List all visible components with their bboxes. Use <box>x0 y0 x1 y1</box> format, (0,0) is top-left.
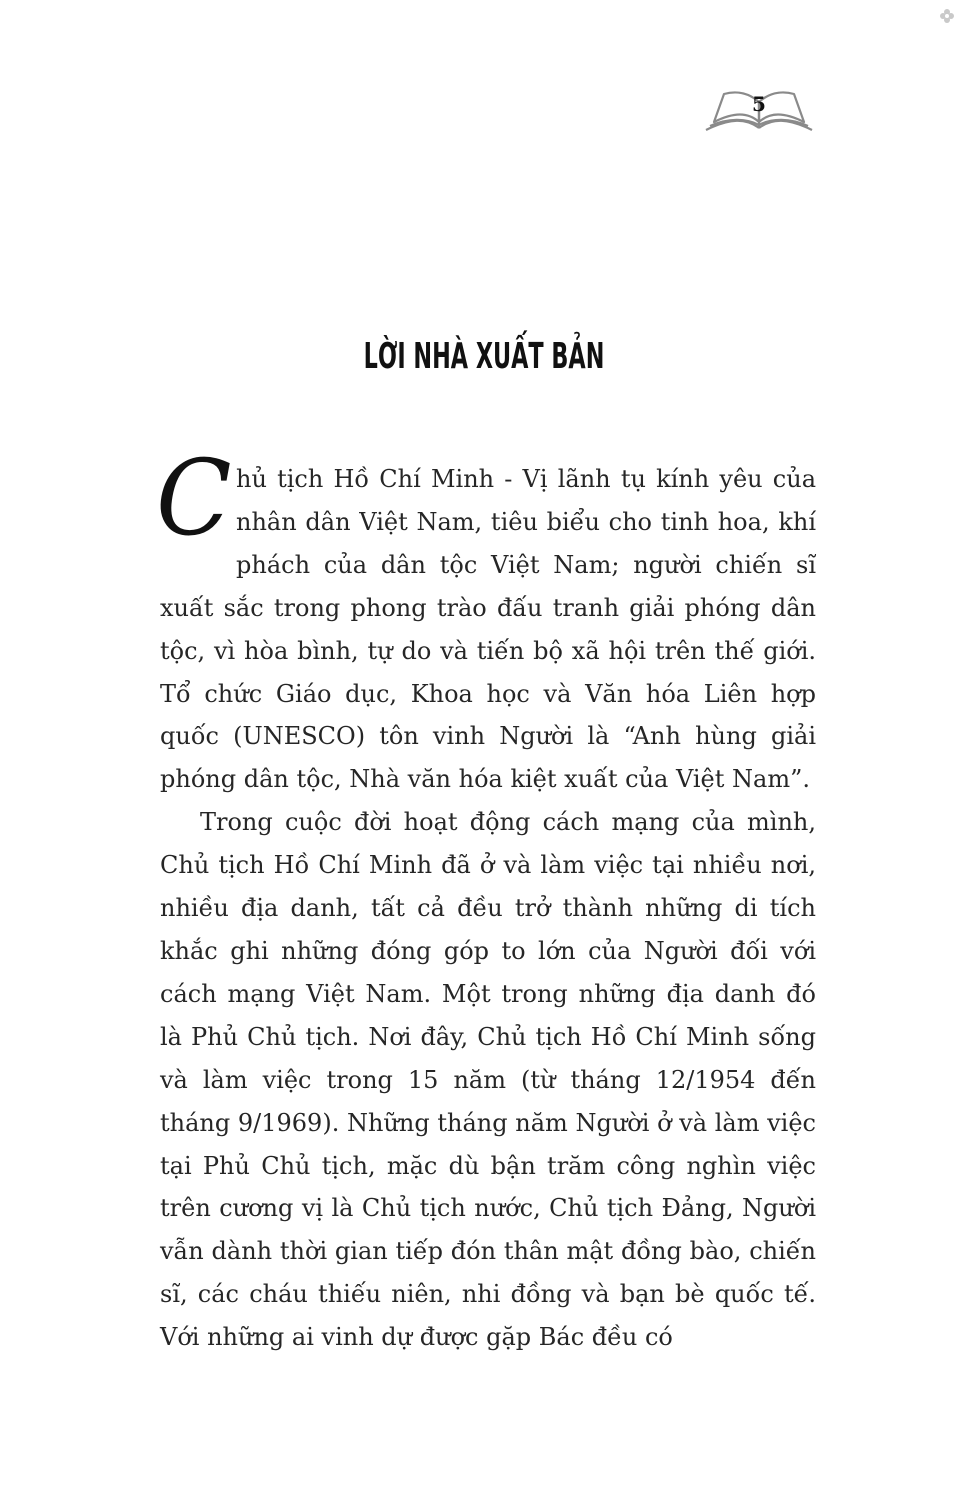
drop-cap-letter: C <box>155 437 232 559</box>
body-text <box>155 437 816 1359</box>
page-number: 5 <box>752 92 766 116</box>
paragraph-2: Trong cuộc đời hoạt động cách mạng của mình, Chủ tịch Hồ Chí Minh đã ở và làm việc tại nhiều nơi, nhiều địa danh, tất cả đều trở thành những di tích khắc ghi những đóng góp to lớn của Người đối với cách mạng Việt Nam. Một trong những địa danh đó là Phủ Chủ tịch. Nơi đây, Chủ tịch Hồ Chí Minh sống và làm việc trong 15 năm (từ tháng 12/1954 đến tháng 9/1969). Những tháng năm Người ở và làm việc tại Phủ Chủ tịch, mặc dù bận trăm công nghìn việc trên cương vị là Chủ tịch nước, Chủ tịch Đảng, Người vẫn dành thời gian tiếp đón thân mật đồng bào, chiến sĩ, các cháu thiếu niên, nhi đồng và bạn bè quốc tế. Với những ai vinh dự được gặp Bác đều có <box>160 808 816 1352</box>
page-title: LỜI NHÀ XUẤT BẢN <box>363 336 605 377</box>
paragraph-1-text: hủ tịch Hồ Chí Minh - Vị lãnh tụ kính yêu của nhân dân Việt Nam, tiêu biểu cho tinh hoa, khí phách của dân tộc Việt Nam; người chiến sĩ xuất sắc trong phong trào đấu tranh giải phóng dân tộc, vì hòa bình, tự do và tiến bộ xã hội trên thế giới. Tổ chức Giáo dục, Khoa học và Văn hóa Liên hợp quốc (UNESCO) tôn vinh Người là “Anh hùng giải phóng dân tộc, Nhà văn hóa kiệt xuất của Việt Nam”. <box>160 465 816 794</box>
page-number-badge <box>702 88 816 136</box>
flower-icon <box>939 8 955 24</box>
drop-cap <box>155 437 236 559</box>
paragraph-1 <box>155 437 816 801</box>
